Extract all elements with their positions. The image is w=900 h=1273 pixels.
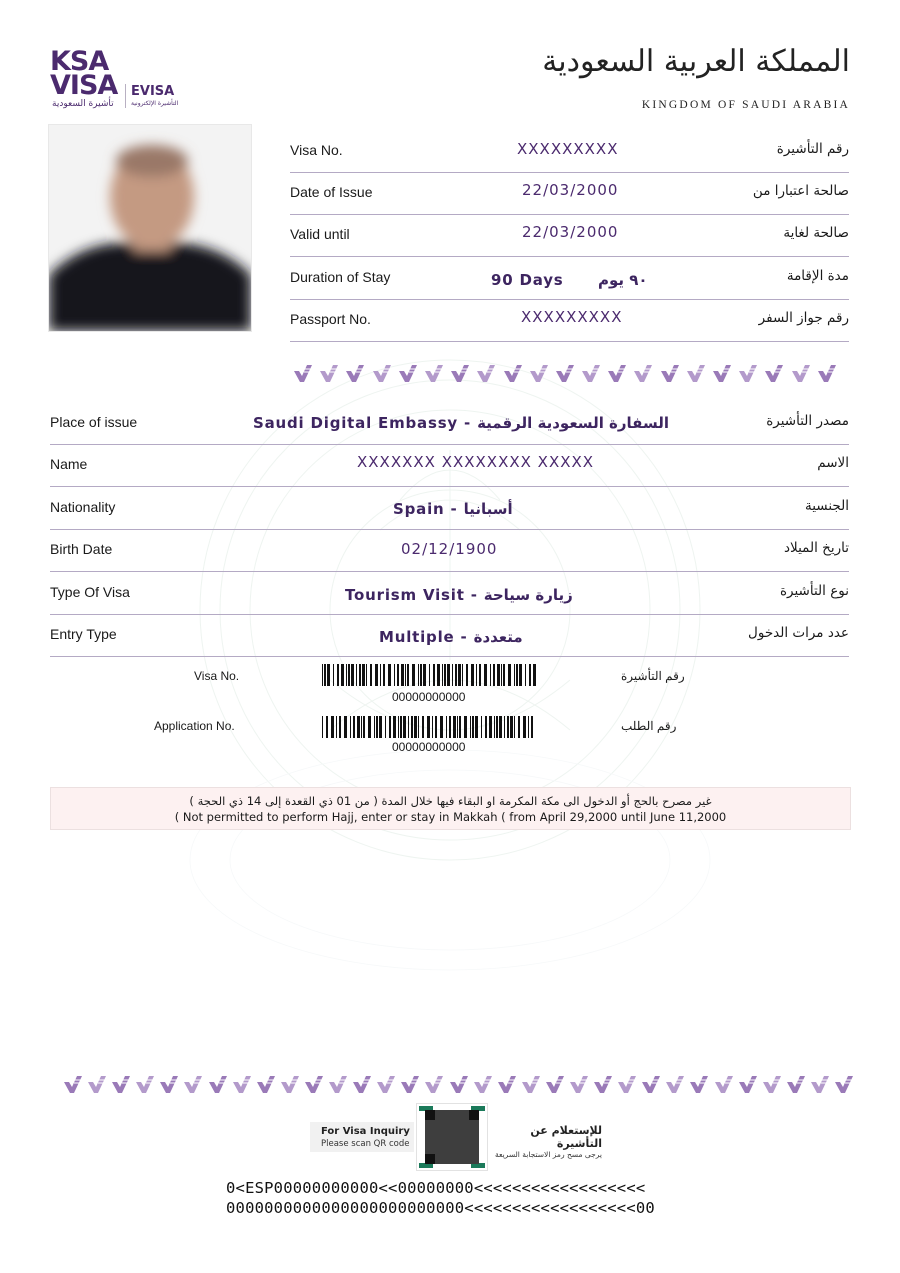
hajj-notice-box <box>50 787 851 830</box>
field-passport-no <box>290 299 849 342</box>
evisa-arabic-text: التأشيرة الإلكترونية <box>131 100 179 107</box>
field-type-of-visa <box>50 572 849 615</box>
field-label-en: Birth Date <box>50 541 113 557</box>
checkmark-icon <box>711 362 733 384</box>
checkmark-icon <box>763 362 785 384</box>
date-of-issue-value: 22/03/2000 <box>522 181 619 199</box>
place-of-issue-value: Saudi Digital Embassy - السفارة السعودية الرقمية <box>253 414 670 432</box>
field-nationality <box>50 487 849 530</box>
checkmark-icon <box>279 1073 301 1095</box>
field-label-en: Place of issue <box>50 414 138 430</box>
checkmark-icon <box>785 1073 807 1095</box>
field-name <box>50 444 849 487</box>
checkmark-icon <box>231 1073 253 1095</box>
field-date-of-issue <box>290 172 849 215</box>
field-label-ar: مصدر التأشيرة <box>766 413 849 429</box>
logo-line2: VISA <box>50 70 118 101</box>
field-birth-date <box>50 529 849 572</box>
checkmark-icon <box>496 1073 518 1095</box>
nationality-value: Spain - أسبانيا <box>393 500 513 518</box>
checkmark-icon <box>659 362 681 384</box>
checkmark-icon <box>371 362 393 384</box>
checkmark-icon <box>399 1073 421 1095</box>
person-silhouette-icon <box>49 125 251 331</box>
field-label-en: Nationality <box>50 499 116 515</box>
field-label-en: Entry Type <box>50 626 117 642</box>
field-label-en: Name <box>50 456 88 472</box>
field-label-en: Passport No. <box>290 311 371 327</box>
checkmark-icon <box>528 362 550 384</box>
mrz-line-1: 0<ESP00000000000<<00000000<<<<<<<<<<<<<<<<<< <box>226 1179 646 1197</box>
checkmark-icon <box>303 1073 325 1095</box>
passport-photo <box>48 124 252 332</box>
barcode-visa-label-ar: رقم التأشيرة <box>621 669 685 683</box>
barcode-application-number: 00000000000 <box>392 740 466 754</box>
checkmark-icon <box>520 1073 542 1095</box>
checkmark-icon <box>207 1073 229 1095</box>
logo-line1: KSA <box>50 46 109 77</box>
ksa-visa-logo <box>50 46 118 101</box>
checkmark-icon <box>713 1073 735 1095</box>
duration-value-ar: ٩٠ يوم <box>598 271 648 289</box>
barcode-application-label-en: Application No. <box>154 719 235 733</box>
passport-number-value: XXXXXXXXX <box>521 308 623 326</box>
field-label-ar: الاسم <box>817 455 849 471</box>
checkmark-icon <box>134 1073 156 1095</box>
inquiry-ar-box <box>490 1124 602 1159</box>
hajj-notice-arabic: غير مصرح بالحج أو الدخول الى مكة المكرمة او البقاء فيها خلال المدة ( من 01 ذي القعدة إلى 14 ذي الحجة ) <box>189 794 712 808</box>
checkmark-icon <box>761 1073 783 1095</box>
checkmark-icon <box>544 1073 566 1095</box>
checkmark-icon <box>86 1073 108 1095</box>
checkmark-icon <box>809 1073 831 1095</box>
barcode-application-label-ar: رقم الطلب <box>621 719 677 733</box>
checkmark-icon <box>318 362 340 384</box>
field-label-en: Visa No. <box>290 142 343 158</box>
field-label-en: Duration of Stay <box>290 269 391 285</box>
barcode-visa-number: 00000000000 <box>392 690 466 704</box>
field-label-ar: رقم جواز السفر <box>758 310 849 326</box>
checkmark-icon <box>423 362 445 384</box>
checkmark-icon <box>606 362 628 384</box>
logo-arabic-text: تأشيرة السعودية <box>52 99 114 109</box>
checkmark-icon <box>351 1073 373 1095</box>
visa-barcode <box>322 664 538 686</box>
checkmark-icon <box>737 362 759 384</box>
checkmark-icon <box>292 362 314 384</box>
checkmark-icon <box>182 1073 204 1095</box>
qr-code-icon <box>417 1104 487 1170</box>
field-label-en: Date of Issue <box>290 184 373 200</box>
kingdom-english-title: KINGDOM OF SAUDI ARABIA <box>641 99 850 111</box>
checkmark-icon <box>632 362 654 384</box>
visa-number-value: XXXXXXXXX <box>517 140 619 158</box>
field-entry-type <box>50 614 849 657</box>
application-barcode <box>322 716 538 738</box>
checkmark-icon <box>475 362 497 384</box>
checkmark-icon <box>375 1073 397 1095</box>
field-label-ar: رقم التأشيرة <box>776 141 849 157</box>
field-label-ar: صالحة اعتبارا من <box>752 183 849 199</box>
logo-divider <box>125 84 126 108</box>
checkmark-icon <box>255 1073 277 1095</box>
checkmark-icon <box>448 1073 470 1095</box>
entry-type-value: Multiple - متعددة <box>379 628 523 646</box>
checkmark-icon <box>640 1073 662 1095</box>
kingdom-arabic-calligraphy: المملكة العربية السعودية <box>542 44 850 79</box>
birth-date-value: 02/12/1900 <box>401 540 498 558</box>
inquiry-ar-subtitle: يرجى مسح رمز الاستجابة السريعة <box>494 1150 602 1159</box>
field-label-ar: مدة الإقامة <box>786 268 849 284</box>
type-of-visa-value: Tourism Visit - زيارة سياحة <box>345 586 573 604</box>
field-visa-no <box>290 130 849 173</box>
field-duration-of-stay <box>290 257 849 300</box>
barcode-visa-label-en: Visa No. <box>194 669 240 683</box>
checkmark-icon <box>423 1073 445 1095</box>
field-label-ar: الجنسية <box>804 498 849 514</box>
inquiry-en-box <box>310 1122 414 1152</box>
qr-code[interactable] <box>416 1103 488 1171</box>
field-label-en: Valid until <box>290 226 350 242</box>
checkmark-icon <box>685 362 707 384</box>
checkmark-icon <box>616 1073 638 1095</box>
field-valid-until <box>290 214 849 257</box>
mrz-line-2: 0000000000000000000000000<<<<<<<<<<<<<<<<<<00 <box>226 1199 655 1217</box>
checkmark-icon <box>502 362 524 384</box>
checkmark-icon <box>397 362 419 384</box>
checkmark-icon <box>688 1073 710 1095</box>
checkmark-icon <box>790 362 812 384</box>
checkmark-icon <box>554 362 576 384</box>
checkmark-icon <box>664 1073 686 1095</box>
checkmark-icon <box>737 1073 759 1095</box>
checkmark-icon <box>344 362 366 384</box>
checkmark-icon <box>592 1073 614 1095</box>
field-label-ar: تاريخ الميلاد <box>784 540 849 556</box>
name-value: XXXXXXX XXXXXXXX XXXXX <box>357 453 595 471</box>
duration-value-en: 90 Days <box>491 271 564 289</box>
checkmark-icon <box>580 362 602 384</box>
checkmark-icon <box>449 362 471 384</box>
field-place-of-issue <box>50 402 849 445</box>
checkmark-icon <box>327 1073 349 1095</box>
inquiry-en-title: For Visa Inquiry <box>321 1126 410 1137</box>
checkmark-icon <box>833 1073 855 1095</box>
checkmark-icon <box>110 1073 132 1095</box>
checkmark-icon <box>568 1073 590 1095</box>
checkmark-icon <box>816 362 838 384</box>
checkmark-divider-bottom <box>62 1073 857 1095</box>
evisa-logo: EVISA <box>131 84 175 99</box>
valid-until-value: 22/03/2000 <box>522 223 619 241</box>
field-label-en: Type Of Visa <box>50 584 130 600</box>
inquiry-en-subtitle: Please scan QR code <box>321 1139 410 1149</box>
hajj-notice-english: ( Not permitted to perform Hajj, enter or stay in Makkah ( from April 29,2000 until June 11,2000 <box>174 810 727 824</box>
field-label-ar: صالحة لغاية <box>783 225 849 241</box>
checkmark-icon <box>62 1073 84 1095</box>
field-label-ar: عدد مرات الدخول <box>748 625 849 641</box>
inquiry-ar-title: للإستعلام عن التأشيرة <box>530 1124 602 1150</box>
checkmark-divider-top <box>292 362 842 384</box>
checkmark-icon <box>158 1073 180 1095</box>
field-label-ar: نوع التأشيرة <box>779 583 849 599</box>
checkmark-icon <box>472 1073 494 1095</box>
